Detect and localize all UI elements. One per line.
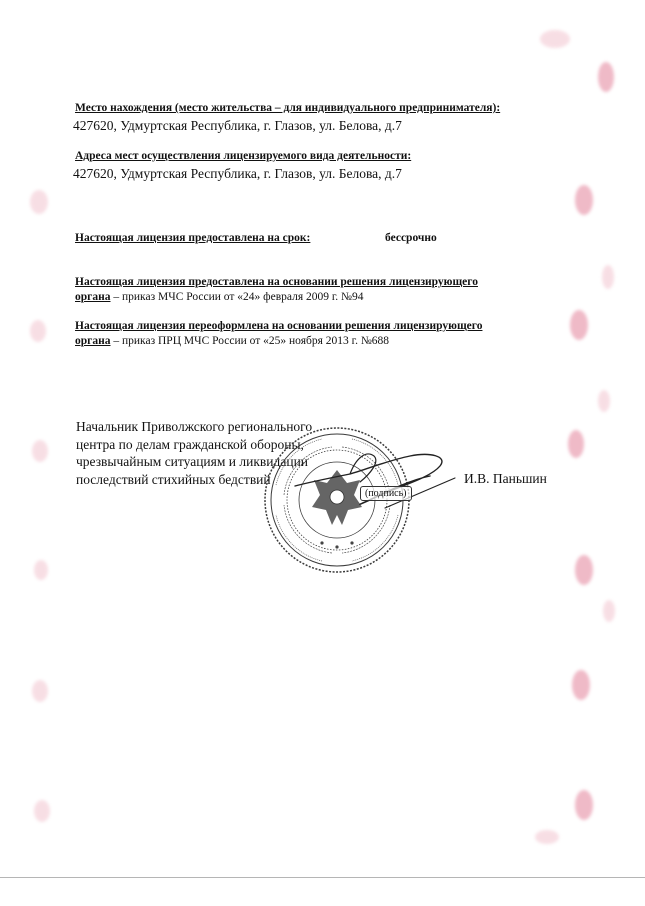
activity-heading: Адреса мест осуществления лицензируемого вида деятельности: bbox=[75, 150, 412, 162]
signatory-position: Начальник Приволжского регионального центра по делам гражданской обороны, чрезвычайным ситуациям и ликвидации последствий стихийных бедствий bbox=[76, 419, 313, 487]
term-heading: Настоящая лицензия предоставлена на срок: bbox=[75, 232, 311, 244]
footer-divider bbox=[0, 877, 645, 878]
basis-order: органа – приказ МЧС России от «24» февраля 2009 г. №94 bbox=[75, 291, 364, 303]
signature-label: (подпись) bbox=[360, 486, 412, 501]
address-value: 427620, Удмуртская Республика, г. Глазов, ул. Белова, д.7 bbox=[73, 118, 402, 133]
reissue-order: органа – приказ ПРЦ МЧС России от «25» ноября 2013 г. №688 bbox=[75, 335, 390, 347]
basis-heading: Настоящая лицензия предоставлена на основании решения лицензирующего bbox=[75, 276, 478, 288]
signature bbox=[290, 438, 460, 513]
signatory-name: И.В. Паньшин bbox=[464, 471, 547, 486]
reissue-heading: Настоящая лицензия переоформлена на основании решения лицензирующего bbox=[75, 320, 483, 332]
address-heading: Место нахождения (место жительства – для индивидуального предпринимателя): bbox=[75, 102, 501, 114]
term-value: бессрочно bbox=[385, 232, 437, 244]
activity-value: 427620, Удмуртская Республика, г. Глазов, ул. Белова, д.7 bbox=[73, 166, 402, 181]
